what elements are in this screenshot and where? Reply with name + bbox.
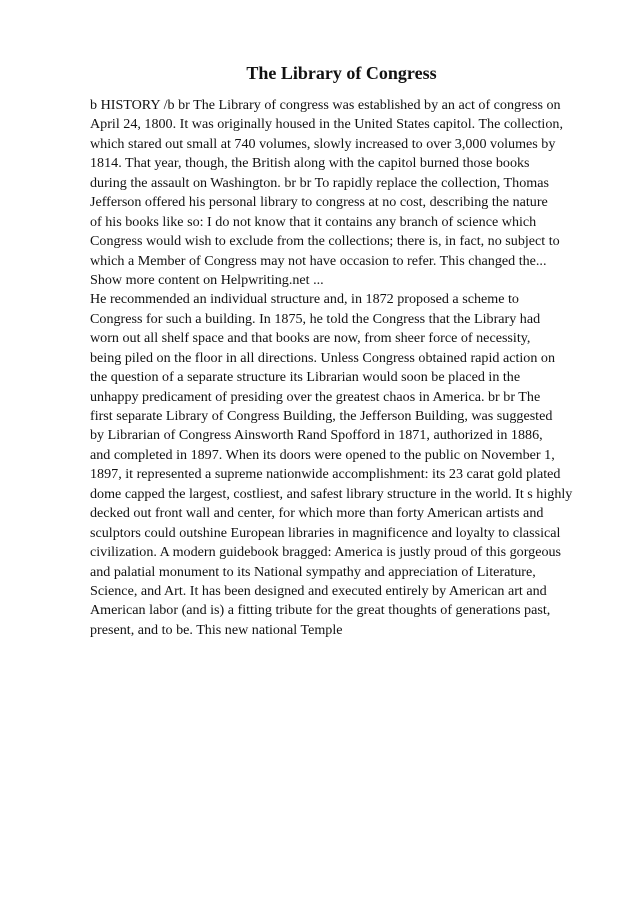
body-line: the question of a separate structure its Librarian would soon be placed in the	[90, 369, 521, 386]
body-line: of his books like so: I do not know that it contains any branch of science which	[90, 213, 537, 230]
body-line: by Librarian of Congress Ainsworth Rand Spofford in 1871, authorized in 1886,	[90, 427, 543, 444]
body-line: and palatial monument to its National sympathy and appreciation of Literature,	[90, 563, 536, 580]
body-line: Jefferson offered his personal library to congress at no cost, describing the nature	[90, 194, 548, 211]
body-line: present, and to be. This new national Temple	[90, 621, 343, 638]
page-title: The Library of Congress	[246, 63, 437, 83]
body-line: first separate Library of Congress Building, the Jefferson Building, was suggested	[90, 408, 553, 424]
body-line: and completed in 1897. When its doors were opened to the public on November 1,	[90, 446, 555, 463]
body-line: dome capped the largest, costliest, and safest library structure in the world. It s highly	[90, 485, 573, 502]
body-line: Congress for such a building. In 1875, he told the Congress that the Library had	[90, 310, 541, 327]
body-line: April 24, 1800. It was originally housed in the United States capitol. The collection,	[90, 116, 563, 133]
body-line: worn out all shelf space and that books are now, from sheer force of necessity,	[90, 330, 531, 347]
body-line: 1897, it represented a supreme nationwide accomplishment: its 23 carat gold plated	[90, 466, 561, 483]
body-line: Science, and Art. It has been designed and executed entirely by American art and	[90, 582, 547, 599]
body-line: civilization. A modern guidebook bragged: America is justly proud of this gorgeous	[90, 544, 562, 561]
document-body	[90, 96, 610, 640]
body-line: during the assault on Washington. br br To rapidly replace the collection, Thomas	[90, 174, 549, 191]
body-line: unhappy predicament of presiding over the greatest chaos in America. br br The	[90, 388, 541, 405]
body-line: which stared out small at 740 volumes, slowly increased to over 3,000 volumes by	[90, 135, 556, 152]
show-more-link[interactable]: Show more content on Helpwriting.net ...	[90, 271, 324, 288]
body-line: Congress would wish to exclude from the collections; there is, in fact, no subject to	[90, 233, 560, 250]
body-line: 1814. That year, though, the British along with the capitol burned those books	[90, 155, 530, 172]
body-line: He recommended an individual structure and, in 1872 proposed a scheme to	[90, 291, 519, 308]
body-line: American labor (and is) a fitting tribute for the great thoughts of generations past,	[90, 602, 551, 619]
body-line: which a Member of Congress may not have occasion to refer. This changed the...	[90, 252, 547, 269]
body-line: being piled on the floor in all directions. Unless Congress obtained rapid action on	[90, 349, 555, 366]
body-line: decked out front wall and center, for which more than forty American artists and	[90, 505, 544, 522]
body-line: b HISTORY /b br The Library of congress was established by an act of congress on	[90, 97, 561, 113]
body-line: sculptors could outshine European libraries in magnificence and loyalty to classical	[90, 524, 561, 541]
